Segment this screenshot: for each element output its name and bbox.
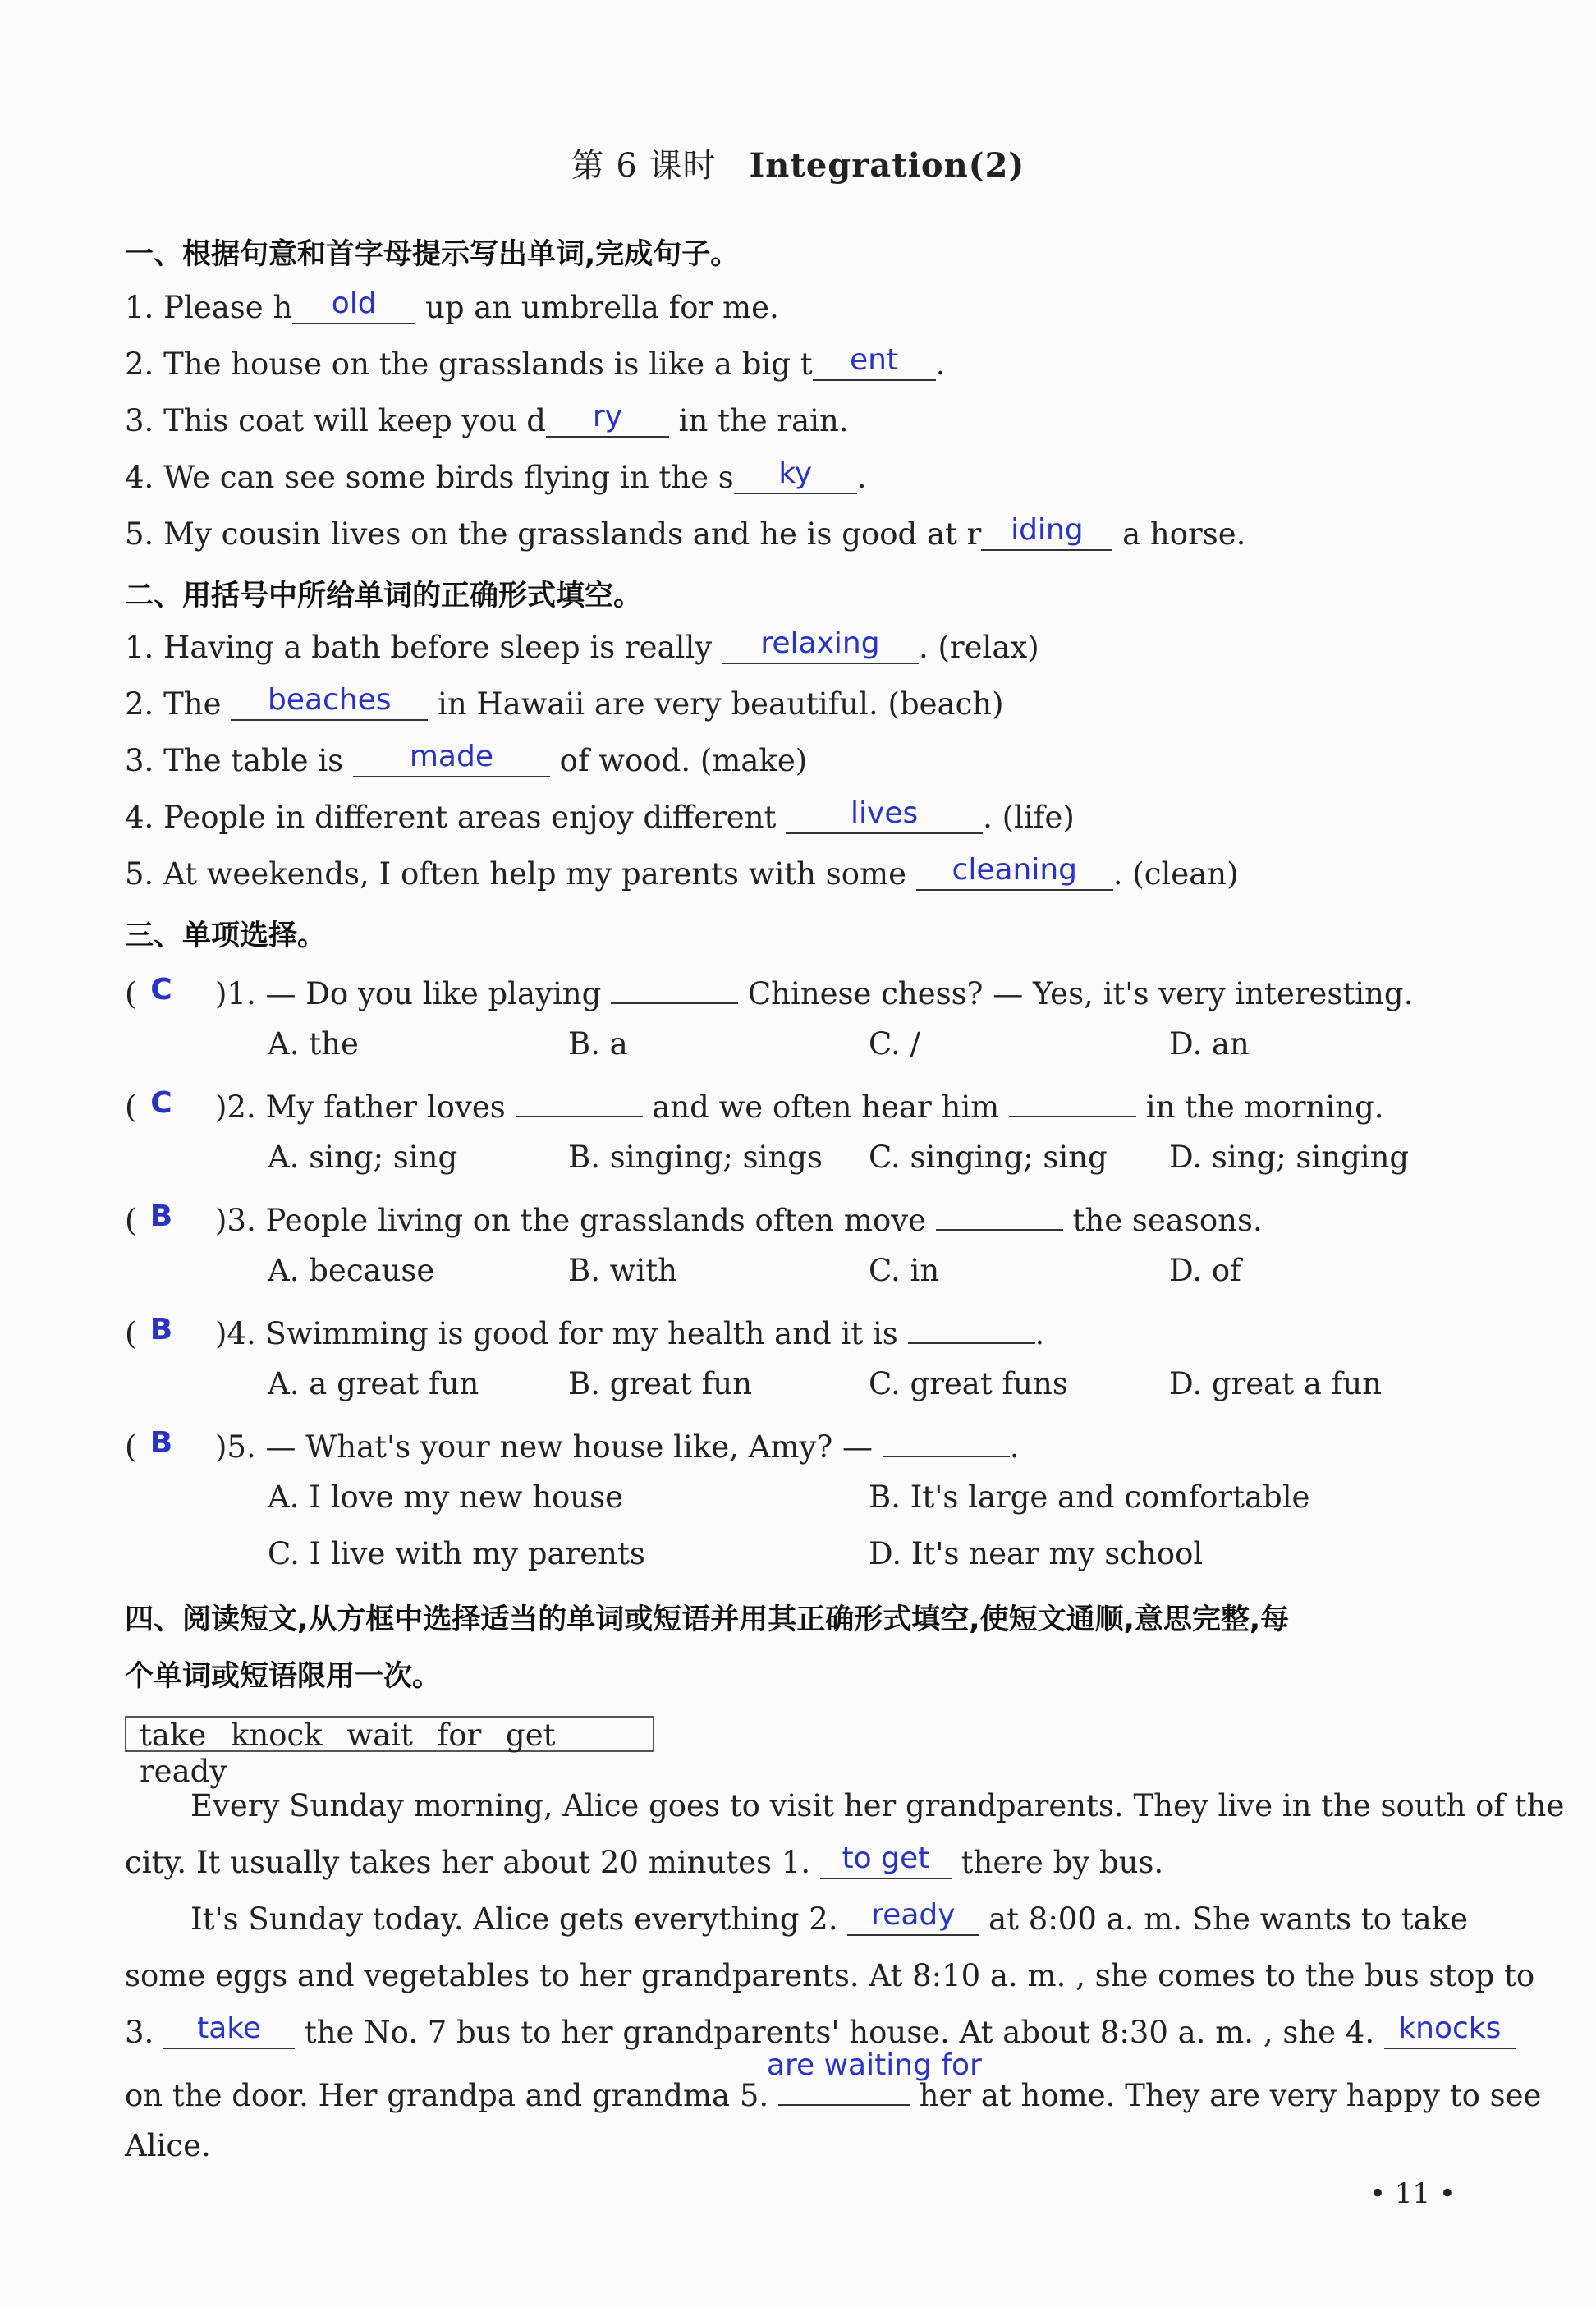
handwritten-answer: B [149, 1426, 173, 1460]
passage-line-1: Every Sunday morning, Alice goes to visit her grandparents. They live in the south of the [190, 1788, 1565, 1823]
question-blank [1009, 1083, 1136, 1117]
mc-question-1: ( C )1. — Do you like playing Chinese chess? — Yes, it's very interesting. [125, 970, 1413, 1011]
handwritten-answer: ent [850, 343, 899, 377]
handwritten-answer: ky [778, 456, 813, 490]
handwritten-answer: ready [871, 1898, 956, 1932]
handwritten-answer: old [331, 287, 377, 320]
option-a[interactable]: A. because [268, 1253, 435, 1288]
option-a[interactable]: A. the [268, 1026, 359, 1062]
option-d[interactable]: D. an [1169, 1026, 1250, 1062]
question-blank [936, 1196, 1063, 1231]
answer-blank[interactable] [813, 343, 936, 381]
handwritten-answer: beaches [267, 683, 392, 717]
part1-item-1: 1. Please h old up an umbrella for me. [125, 287, 779, 325]
option-d[interactable]: D. sing; singing [1169, 1140, 1410, 1175]
lesson-label: 第 6 课时 [571, 147, 717, 185]
option-c[interactable]: C. singing; sing [869, 1140, 1108, 1175]
part1-item-3: 3. This coat will keep you d ry in the rain. [125, 400, 849, 438]
option-c[interactable]: C. in [869, 1253, 940, 1288]
handwritten-answer: B [149, 1313, 173, 1346]
passage-line-6: on the door. Her grandpa and grandma 5. are waiting for her at home. They are very happy to see [125, 2048, 1542, 2113]
handwritten-answer: iding [1011, 513, 1084, 547]
part1-item-4: 4. We can see some birds flying in the s ky . [125, 456, 867, 495]
page-number: • 11 • [1369, 2177, 1456, 2210]
option-a[interactable]: A. sing; sing [268, 1140, 458, 1175]
page-title [0, 140, 1596, 186]
question-blank [611, 970, 738, 1004]
question-blank [516, 1083, 643, 1117]
answer-paren[interactable]: ( B [125, 1203, 215, 1238]
part1-item-2: 2. The house on the grasslands is like a big t ent . [125, 343, 946, 382]
part2-item-4: 4. People in different areas enjoy different lives . (life) [125, 796, 1075, 835]
part2-heading: 二、用括号中所给单词的正确形式填空。 [125, 580, 643, 612]
part2-item-3: 3. The table is made of wood. (make) [125, 740, 808, 778]
answer-blank[interactable] [916, 853, 1113, 891]
answer-blank[interactable] [353, 740, 550, 777]
answer-paren[interactable]: ( C [125, 1089, 215, 1125]
answer-blank-5[interactable] [766, 2048, 982, 2106]
answer-blank[interactable] [292, 287, 415, 324]
mc-question-3: ( B )3. People living on the grasslands often move the seasons. [125, 1196, 1263, 1238]
handwritten-answer: take [197, 2011, 262, 2045]
part2-item-1: 1. Having a bath before sleep is really relaxing . (relax) [125, 626, 1039, 665]
passage-line-2: city. It usually takes her about 20 minutes 1. to get there by bus. [125, 1841, 1164, 1880]
handwritten-answer: lives [851, 796, 919, 830]
answer-paren[interactable]: ( B [125, 1429, 215, 1465]
option-a[interactable]: A. I love my new house [268, 1479, 624, 1515]
mc-question-5: ( B )5. — What's your new house like, Amy? — . [125, 1423, 1020, 1465]
lesson-topic: Integration(2) [749, 146, 1025, 185]
handwritten-answer: relaxing [760, 626, 880, 660]
answer-blank-1[interactable] [820, 1841, 952, 1879]
part4-heading-line2: 个单词或短语限用一次。 [125, 1660, 442, 1693]
answer-blank[interactable] [786, 796, 983, 834]
part2-item-2: 2. The beaches in Hawaii are very beautiful. (beach) [125, 683, 1004, 722]
part2-item-5: 5. At weekends, I often help my parents with some cleaning . (clean) [125, 853, 1239, 892]
handwritten-answer: C [150, 1086, 172, 1120]
handwritten-answer: knocks [1398, 2011, 1502, 2045]
passage-line-4: some eggs and vegetables to her grandparents. At 8:10 a. m. , she comes to the bus stop to [125, 1958, 1535, 1993]
option-d[interactable]: D. great a fun [1169, 1366, 1382, 1401]
question-blank [883, 1423, 1010, 1457]
part4-heading-line1: 四、阅读短文,从方框中选择适当的单词或短语并用其正确形式填空,使短文通顺,意思完整,每 [125, 1603, 1290, 1636]
passage-line-5: 3. take the No. 7 bus to her grandparents' house. At about 8:30 a. m. , she 4. knocks [125, 2015, 1516, 2050]
handwritten-answer: cleaning [952, 853, 1078, 887]
answer-blank[interactable] [734, 456, 857, 494]
option-c[interactable]: C. I live with my parents [268, 1536, 645, 1571]
part1-item-5: 5. My cousin lives on the grasslands and he is good at r iding a horse. [125, 513, 1246, 552]
option-d[interactable]: D. It's near my school [869, 1536, 1204, 1571]
answer-paren[interactable]: ( C [125, 976, 215, 1011]
word-bank-box: take knock wait for get ready [125, 1716, 654, 1752]
answer-paren[interactable]: ( B [125, 1316, 215, 1351]
part1-heading: 一、根据句意和首字母提示写出单词,完成句子。 [125, 238, 740, 271]
answer-blank-3[interactable] [163, 2011, 295, 2049]
passage-line-3: It's Sunday today. Alice gets everything 2. ready at 8:00 a. m. She wants to take [190, 1898, 1468, 1937]
mc-question-4: ( B )4. Swimming is good for my health and it is . [125, 1309, 1044, 1351]
answer-blank-4[interactable] [1384, 2011, 1516, 2049]
option-b[interactable]: B. It's large and comfortable [869, 1479, 1310, 1515]
option-c[interactable]: C. / [869, 1026, 920, 1062]
handwritten-answer: are waiting for [766, 2048, 982, 2082]
answer-blank[interactable] [981, 513, 1112, 551]
answer-blank[interactable] [546, 400, 669, 438]
option-b[interactable]: B. great fun [568, 1366, 753, 1401]
answer-blank-2[interactable] [847, 1898, 979, 1936]
part3-heading: 三、单项选择。 [125, 920, 327, 952]
mc-question-2: ( C )2. My father loves and we often hear him in the morning. [125, 1083, 1384, 1125]
option-a[interactable]: A. a great fun [268, 1366, 479, 1401]
option-d[interactable]: D. of [1169, 1253, 1241, 1288]
handwritten-answer: to get [842, 1841, 930, 1875]
handwritten-answer: made [409, 740, 493, 773]
passage-line-7: Alice. [125, 2128, 211, 2163]
option-c[interactable]: C. great funs [869, 1366, 1068, 1401]
option-b[interactable]: B. singing; sings [568, 1140, 823, 1175]
handwritten-answer: B [149, 1199, 173, 1233]
handwritten-answer: C [150, 973, 172, 1007]
option-b[interactable]: B. with [568, 1253, 677, 1288]
answer-blank[interactable] [231, 683, 428, 721]
answer-blank[interactable] [722, 626, 919, 664]
question-blank [908, 1309, 1035, 1344]
option-b[interactable]: B. a [568, 1026, 628, 1062]
handwritten-answer: ry [592, 400, 622, 433]
